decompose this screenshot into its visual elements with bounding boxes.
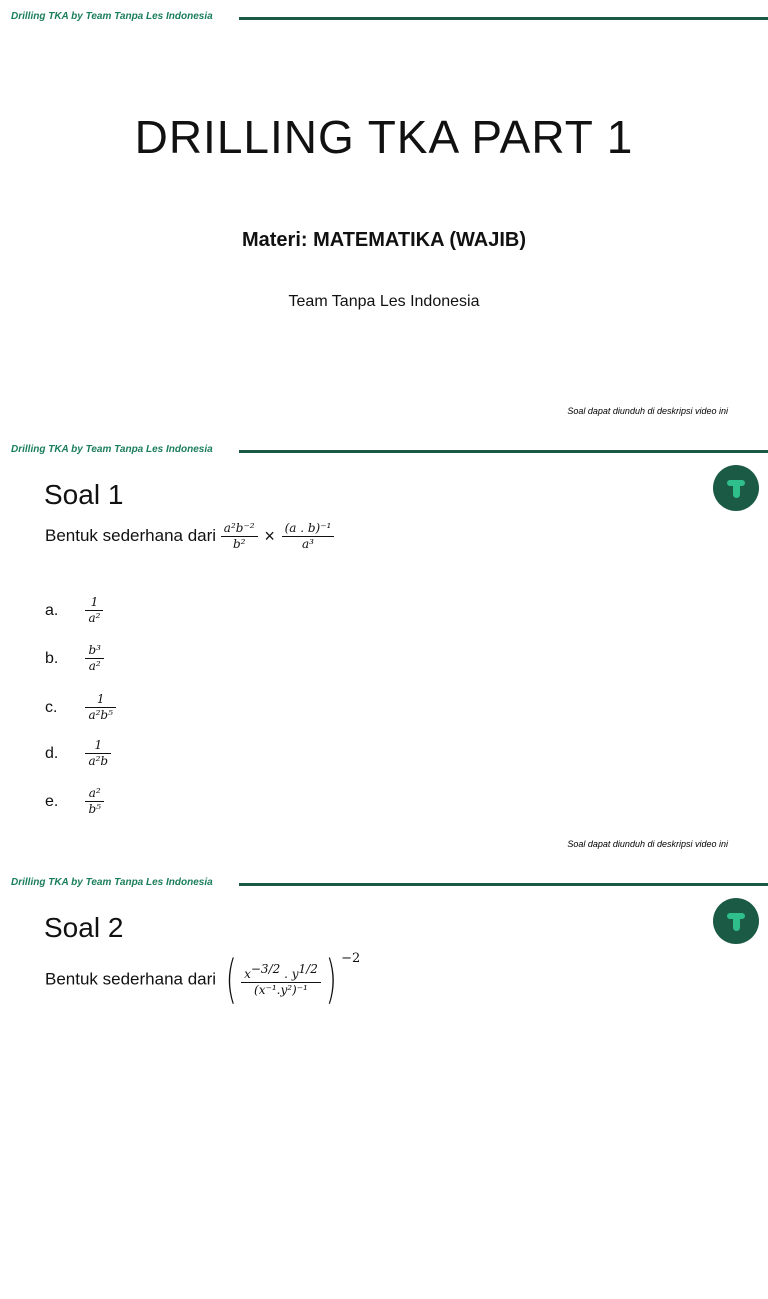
option-denominator: a²b⁵: [88, 708, 113, 722]
times-operator: ×: [264, 526, 275, 546]
cover-team: Team Tanpa Les Indonesia: [288, 293, 480, 310]
fraction-2: [282, 521, 335, 552]
option-e[interactable]: [45, 786, 104, 817]
big-fraction-numerator: [241, 962, 321, 983]
header-divider: [239, 883, 768, 886]
dot-operator: .: [284, 967, 288, 981]
t-logo-icon: [713, 898, 759, 944]
option-fraction: [85, 786, 104, 817]
big-fraction-denominator: (x⁻¹.y²)⁻¹: [254, 983, 308, 997]
header-label: Drilling TKA by Team Tanpa Les Indonesia: [11, 11, 213, 22]
soal-1-slide: [0, 433, 768, 866]
exp-y: 1/2: [298, 962, 318, 976]
big-fraction: [241, 962, 321, 998]
option-b[interactable]: [45, 643, 104, 674]
var-y: y: [291, 967, 299, 981]
question-text: [45, 521, 334, 552]
header-label: Drilling TKA by Team Tanpa Les Indonesia: [11, 877, 213, 888]
option-numerator: a²: [85, 786, 104, 802]
soal-title: Soal 2: [44, 912, 124, 943]
var-x: x: [244, 967, 251, 981]
option-numerator: 1: [85, 692, 115, 708]
exp-x: −3/2: [250, 962, 281, 976]
option-fraction: [85, 643, 104, 674]
outer-exponent: −2: [341, 951, 361, 967]
option-denominator: a²b: [88, 754, 109, 768]
cover-subject: Materi: MATEMATIKA (WAJIB): [241, 229, 527, 251]
cover-slide: [0, 0, 768, 433]
footer-note: Soal dapat diunduh di deskripsi video ini: [567, 406, 728, 416]
fraction-1-denominator: b²: [232, 537, 246, 551]
fraction-1: [221, 521, 258, 552]
option-numerator: 1: [85, 595, 103, 611]
header-divider: [239, 450, 768, 453]
option-fraction: [85, 692, 115, 723]
question-prompt: Bentuk sederhana dari: [45, 969, 217, 989]
cover-title: DRILLING TKA PART 1: [134, 111, 634, 163]
option-numerator: 1: [85, 738, 111, 754]
option-numerator: b³: [85, 643, 104, 659]
footer-note: Soal dapat diunduh di deskripsi video ini: [567, 839, 728, 849]
option-label: e.: [45, 792, 59, 810]
option-denominator: a²: [88, 611, 101, 625]
fraction-2-numerator: (a . b)⁻¹: [282, 521, 335, 537]
left-paren: (: [225, 950, 237, 1010]
soal-2-slide: [0, 866, 768, 1299]
option-fraction: [85, 595, 103, 626]
option-denominator: a²: [88, 659, 101, 673]
fraction-1-numerator: a²b⁻²: [221, 521, 258, 537]
option-label: c.: [45, 698, 58, 716]
t-logo-icon: [713, 465, 759, 511]
option-a[interactable]: [45, 595, 103, 626]
header-label: Drilling TKA by Team Tanpa Les Indonesia: [11, 444, 213, 455]
option-label: b.: [45, 649, 59, 667]
option-label: a.: [45, 601, 59, 619]
right-paren: ): [325, 950, 337, 1010]
option-d[interactable]: [45, 738, 111, 769]
question-text: [45, 950, 361, 1010]
option-denominator: b⁵: [88, 802, 101, 816]
question-prompt: Bentuk sederhana dari: [45, 525, 217, 545]
option-c[interactable]: [45, 692, 116, 723]
option-label: d.: [45, 744, 59, 762]
option-fraction: [85, 738, 111, 769]
soal-title: Soal 1: [44, 479, 124, 510]
fraction-2-denominator: a³: [301, 537, 314, 551]
header-divider: [239, 17, 768, 20]
